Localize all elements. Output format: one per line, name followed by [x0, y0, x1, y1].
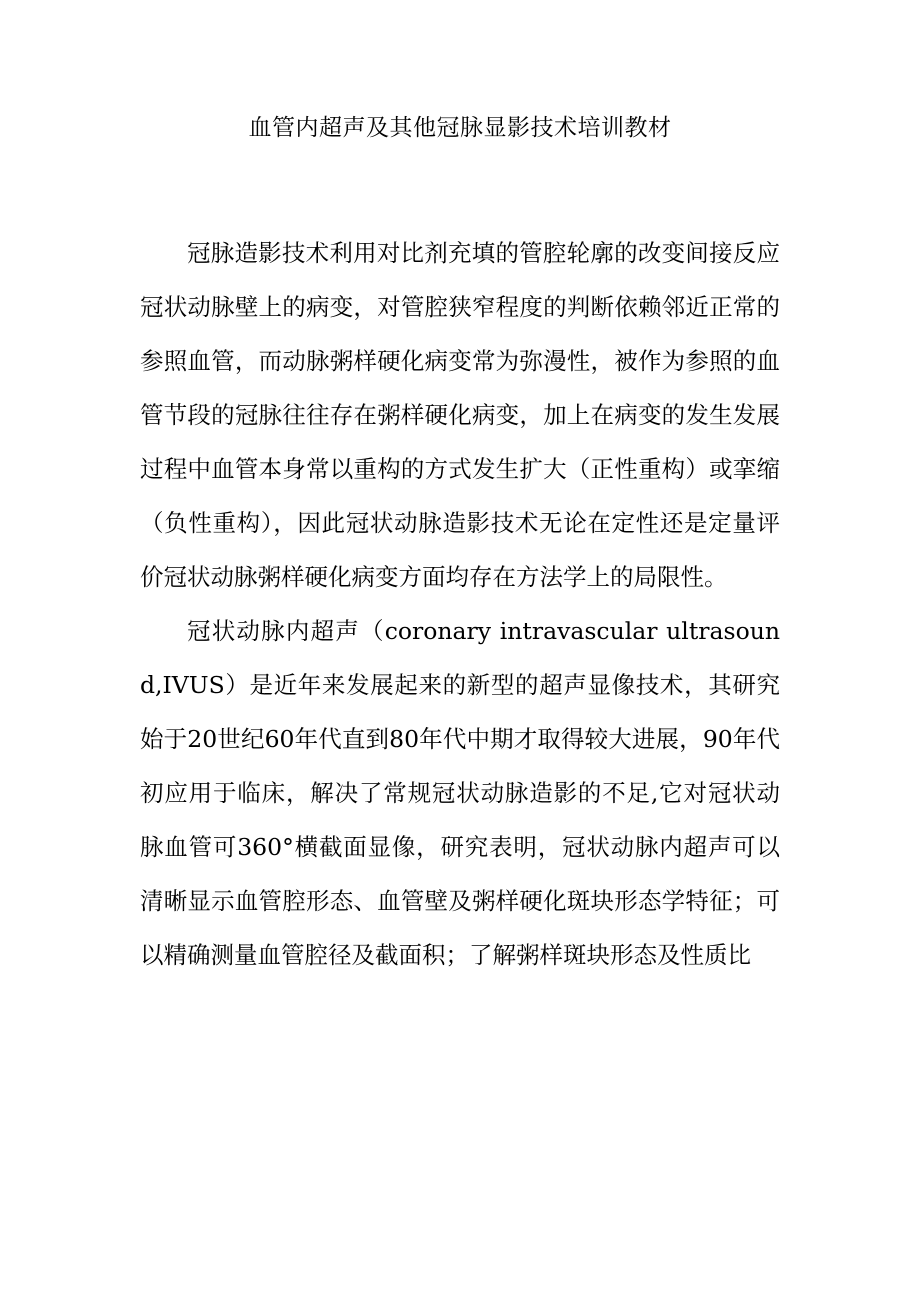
document-title: 血管内超声及其他冠脉显影技术培训教材: [248, 115, 672, 141]
paragraph-ivus: 冠状动脉内超声（coronary intravascular ultrasound,IVUS）是近年来发展起来的新型的超声显像技术，其研究始于20世纪60年代直到80年代中期才取得较大进展，90年代初应用于临床，解决了常规冠状动脉造影的不足,它对冠状动脉血管可360°横截面显像，研究表明，冠状动脉内超声可以清晰显示血管腔形态、血管壁及粥样硬化斑块形态学特征；可以精确测量血管腔径及截面积；了解粥样斑块形态及性质比: [140, 617, 780, 969]
paragraph-coronary-angiography: 冠脉造影技术利用对比剂充填的管腔轮廓的改变间接反应冠状动脉壁上的病变，对管腔狭窄程度的判断依赖邻近正常的参照血管，而动脉粥样硬化病变常为弥漫性，被作为参照的血管节段的冠脉往往存在粥样硬化病变，加上在病变的发生发展过程中血管本身常以重构的方式发生扩大（正性重构）或挛缩（负性重构），因此冠状动脉造影技术无论在定性还是定量评价冠状动脉粥样硬化病变方面均存在方法学上的局限性。: [140, 239, 780, 591]
document-body: [140, 226, 780, 982]
